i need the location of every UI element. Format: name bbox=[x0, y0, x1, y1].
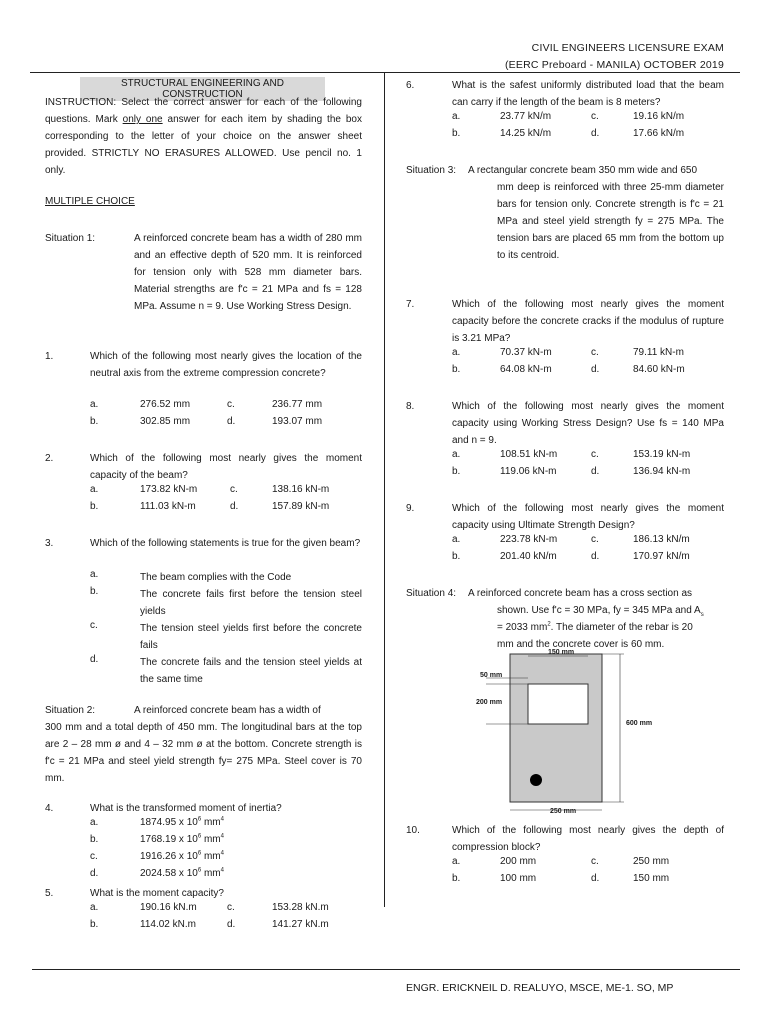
q4-d-label: d. bbox=[90, 868, 99, 879]
q7-d-label: d. bbox=[591, 364, 600, 375]
mc-heading: MULTIPLE CHOICE bbox=[45, 196, 135, 207]
q8-d-label: d. bbox=[591, 466, 600, 477]
situation2-first-line: A reinforced concrete beam has a width of bbox=[134, 705, 321, 716]
q5-a: 190.16 kN.m bbox=[140, 902, 197, 913]
q10-d-label: d. bbox=[591, 873, 600, 884]
exam-subtitle: (EERC Preboard - MANILA) OCTOBER 2019 bbox=[504, 59, 724, 71]
q7-c-label: c. bbox=[591, 347, 599, 358]
q5-b: 114.02 kN.m bbox=[140, 919, 196, 930]
q6-b-label: b. bbox=[452, 128, 461, 139]
q8-a-label: a. bbox=[452, 449, 461, 460]
q3-d: The concrete fails and the tension steel yields at the same time bbox=[140, 657, 362, 685]
q9-text: Which of the following most nearly gives the moment capacity using Ultimate Strength Design? bbox=[452, 503, 724, 531]
q1-b: 302.85 mm bbox=[140, 416, 191, 427]
q3-d-label: d. bbox=[90, 654, 99, 665]
exam-title: CIVIL ENGINEERS LICENSURE EXAM bbox=[531, 42, 724, 54]
q9-b-label: b. bbox=[452, 551, 461, 562]
situation3-label: Situation 3: bbox=[406, 165, 457, 176]
q3-text: Which of the following statements is true for the given beam? bbox=[90, 538, 361, 549]
situation4-line2: shown. Use f'c = 30 MPa, fy = 345 MPa and $A_s$ bbox=[497, 605, 704, 618]
q1-number: 1. bbox=[45, 351, 54, 362]
q9-number: 9. bbox=[406, 503, 415, 514]
q2-text: Which of the following most nearly gives the moment capacity of the beam? bbox=[90, 453, 362, 481]
situation4-first-line: A reinforced concrete beam has a cross section as bbox=[468, 588, 693, 599]
q7-b: 64.08 kN-m bbox=[500, 364, 552, 375]
q10-text: Which of the following most nearly gives the depth of compression block? bbox=[452, 825, 724, 853]
situation2-text: 300 mm and a total depth of 450 mm. The longitudinal bars at the top are 2 – 28 mm ø and 4 – 32 mm ø at the bottom. Concrete strength is f'c = 21 MPa and steel yield strength fy= 275 MPa. Steel cover is 70 mm. bbox=[45, 722, 362, 784]
footer-rule bbox=[32, 969, 740, 970]
dim-left-top-label: 50 mm bbox=[480, 672, 503, 679]
q10-a-label: a. bbox=[452, 856, 461, 867]
q2-c: 138.16 kN-m bbox=[272, 484, 330, 495]
situation4-label: Situation 4: bbox=[406, 588, 457, 599]
q9-a: 223.78 kN-m bbox=[500, 534, 558, 545]
situation1-text: A reinforced concrete beam has a width of 280 mm and an effective depth of 520 mm. It is reinforced for tension only with 528 mm diameter bars. Material strengths are f'c = 21 MPa and fs = 128 MPa. Assume n = 9. Use Working Stress Design. bbox=[134, 233, 362, 312]
section-title: STRUCTURAL ENGINEERING AND CONSTRUCTION bbox=[80, 77, 325, 101]
q1-d: 193.07 mm bbox=[272, 416, 323, 427]
q8-c-label: c. bbox=[591, 449, 599, 460]
q1-d-label: d. bbox=[227, 416, 236, 427]
q1-c: 236.77 mm bbox=[272, 399, 323, 410]
q8-d: 136.94 kN-m bbox=[633, 466, 691, 477]
q4-b: 1768.19 x $10^6$ $mm^4$ bbox=[140, 833, 224, 845]
q1-a-label: a. bbox=[90, 399, 99, 410]
situation2-label: Situation 2: bbox=[45, 705, 96, 716]
q8-b: 119.06 kN-m bbox=[500, 466, 557, 477]
q1-a: 276.52 mm bbox=[140, 399, 191, 410]
q7-d: 84.60 kN-m bbox=[633, 364, 685, 375]
situation3-first-line: A rectangular concrete beam 350 mm wide and 650 bbox=[468, 165, 698, 176]
q9-d-label: d. bbox=[591, 551, 600, 562]
q3-b-label: b. bbox=[90, 586, 99, 597]
q7-b-label: b. bbox=[452, 364, 461, 375]
situation3-text: mm deep is reinforced with three 25-mm diameter bars for tension only. Concrete strength is f'c = 21 MPa and steel yield strength fy = 275 MPa. The tension bars are placed 65 mm from the bottom up to its centroid. bbox=[497, 182, 724, 261]
q5-c-label: c. bbox=[227, 902, 235, 913]
q8-b-label: b. bbox=[452, 466, 461, 477]
q9-c: 186.13 kN/m bbox=[633, 534, 690, 545]
q2-a-label: a. bbox=[90, 484, 99, 495]
beam-cross-section-figure bbox=[472, 648, 672, 820]
q2-b: 111.03 kN-m bbox=[140, 501, 196, 512]
q5-a-label: a. bbox=[90, 902, 99, 913]
q2-d: 157.89 kN-m bbox=[272, 501, 330, 512]
q6-a-label: a. bbox=[452, 111, 461, 122]
q10-c: 250 mm bbox=[633, 856, 670, 867]
q1-c-label: c. bbox=[227, 399, 235, 410]
q4-c: 1916.26 x $10^6$ $mm^4$ bbox=[140, 850, 224, 862]
instruction-text: INSTRUCTION: Select the correct answer for each of the following questions. Mark only one answer for each item by shading the box corresponding to the letter of your choice on the answer sheet provided. STRICTLY NO ERASURES ALLOWED. Use pencil no. 1 only. bbox=[45, 97, 362, 176]
q5-text: What is the moment capacity? bbox=[90, 888, 224, 899]
q4-a-label: a. bbox=[90, 817, 99, 828]
q3-c: The tension steel yields first before the concrete fails bbox=[140, 623, 362, 651]
footer-author: ENGR. ERICKNEIL D. REALUYO, MSCE, ME-1. SO, MP bbox=[406, 982, 674, 994]
dim-left-mid-label: 200 mm bbox=[476, 699, 503, 706]
column-divider bbox=[384, 72, 385, 907]
q4-a: 1874.95 x $10^6$ $mm^4$ bbox=[140, 816, 224, 828]
q5-c: 153.28 kN.m bbox=[272, 902, 329, 913]
q10-a: 200 mm bbox=[500, 856, 537, 867]
q5-b-label: b. bbox=[90, 919, 99, 930]
q8-number: 8. bbox=[406, 401, 415, 412]
q6-text: What is the safest uniformly distributed load that the beam can carry if the length of the beam is 8 meters? bbox=[452, 80, 724, 108]
q3-c-label: c. bbox=[90, 620, 98, 631]
header-rule bbox=[30, 72, 740, 73]
q7-number: 7. bbox=[406, 299, 415, 310]
q6-d: 17.66 kN/m bbox=[633, 128, 685, 139]
q3-a: The beam complies with the Code bbox=[140, 572, 292, 583]
q6-b: 14.25 kN/m bbox=[500, 128, 552, 139]
q10-b-label: b. bbox=[452, 873, 461, 884]
q7-text: Which of the following most nearly gives the moment capacity before the concrete cracks if the modulus of rupture is 3.21 MPa? bbox=[452, 299, 724, 344]
q8-c: 153.19 kN-m bbox=[633, 449, 691, 460]
q7-a-label: a. bbox=[452, 347, 461, 358]
q1-text: Which of the following most nearly gives the location of the neutral axis from the extreme compression concrete? bbox=[90, 351, 362, 379]
q7-a: 70.37 kN-m bbox=[500, 347, 552, 358]
q2-number: 2. bbox=[45, 453, 54, 464]
q7-c: 79.11 kN-m bbox=[633, 347, 684, 358]
q8-text: Which of the following most nearly gives the moment capacity using Working Stress Design? Use fs = 140 MPa and n = 9. bbox=[452, 401, 724, 446]
dim-top-label: 150 mm bbox=[548, 649, 575, 656]
q10-b: 100 mm bbox=[500, 873, 537, 884]
q10-number: 10. bbox=[406, 825, 420, 836]
q3-number: 3. bbox=[45, 538, 54, 549]
q2-c-label: c. bbox=[230, 484, 238, 495]
q6-c: 19.16 kN/m bbox=[633, 111, 685, 122]
q5-number: 5. bbox=[45, 888, 54, 899]
q4-c-label: c. bbox=[90, 851, 98, 862]
situation1-label: Situation 1: bbox=[45, 233, 96, 244]
dim-bottom-label: 250 mm bbox=[550, 808, 577, 815]
situation4-line4: mm and the concrete cover is 60 mm. bbox=[497, 639, 665, 650]
q9-c-label: c. bbox=[591, 534, 599, 545]
q4-number: 4. bbox=[45, 803, 54, 814]
q6-number: 6. bbox=[406, 80, 415, 91]
q9-b: 201.40 kN/m bbox=[500, 551, 557, 562]
q6-c-label: c. bbox=[591, 111, 599, 122]
situation4-line3: = 2033 $mm^2$. The diameter of the rebar is 20 bbox=[497, 621, 693, 633]
q9-a-label: a. bbox=[452, 534, 461, 545]
q2-d-label: d. bbox=[230, 501, 239, 512]
q9-d: 170.97 kN/m bbox=[633, 551, 690, 562]
q5-d-label: d. bbox=[227, 919, 236, 930]
q3-b: The concrete fails first before the tension steel yields bbox=[140, 589, 362, 617]
q4-b-label: b. bbox=[90, 834, 99, 845]
q1-b-label: b. bbox=[90, 416, 99, 427]
q6-a: 23.77 kN/m bbox=[500, 111, 552, 122]
q10-d: 150 mm bbox=[633, 873, 670, 884]
q6-d-label: d. bbox=[591, 128, 600, 139]
q4-text: What is the transformed moment of inertia? bbox=[90, 803, 282, 814]
q3-a-label: a. bbox=[90, 569, 99, 580]
q2-b-label: b. bbox=[90, 501, 99, 512]
q5-d: 141.27 kN.m bbox=[272, 919, 329, 930]
q4-d: 2024.58 x $10^6$ $mm^4$ bbox=[140, 867, 224, 879]
q2-a: 173.82 kN-m bbox=[140, 484, 198, 495]
dim-right-label: 600 mm bbox=[626, 720, 653, 727]
q8-a: 108.51 kN-m bbox=[500, 449, 558, 460]
q10-c-label: c. bbox=[591, 856, 599, 867]
